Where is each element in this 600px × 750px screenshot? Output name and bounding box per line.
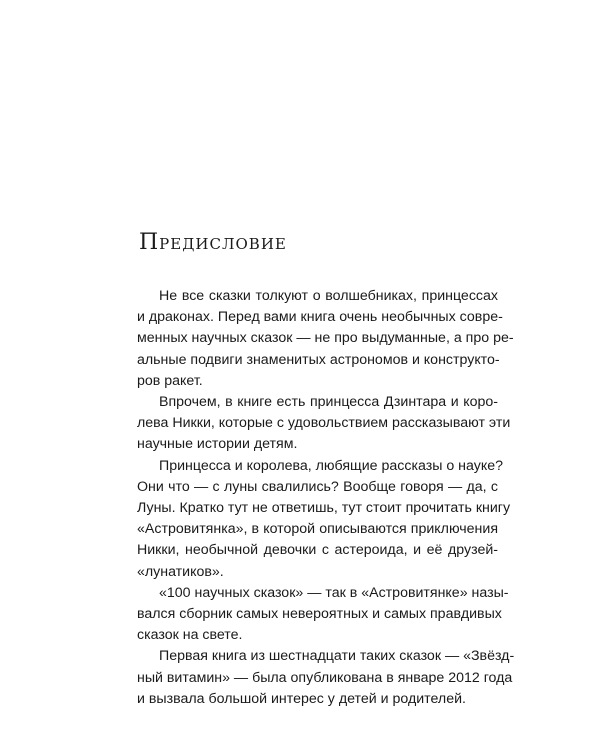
text-line: Первая книга из шестнадцати таких сказок — «Звёзд- bbox=[159, 648, 515, 665]
text-line: и вызвала большой интерес у детей и родителей. bbox=[137, 690, 466, 707]
text-line: «лунатиков». bbox=[137, 563, 224, 580]
text-line: и драконах. Перед вами книга очень необычных совре- bbox=[137, 309, 503, 326]
paragraph-3 bbox=[137, 456, 511, 583]
text-line: «Астровитянка», в которой описываются приключения bbox=[137, 521, 498, 538]
text-line: Впрочем, в книге есть принцесса Дзинтара и коро- bbox=[159, 394, 498, 411]
chapter-title: Предисловие bbox=[139, 230, 287, 255]
paragraph-5 bbox=[137, 646, 515, 710]
text-line: «100 научных сказок» — так в «Астровитянке» назы- bbox=[159, 584, 509, 601]
paragraph-1 bbox=[137, 286, 514, 392]
text-line: сказок на свете. bbox=[137, 627, 243, 644]
text-line: Не все сказки толкуют о волшебниках, принцессах bbox=[159, 288, 498, 304]
text-line: Они что — с луны свалились? Вообще говоря — да, с bbox=[137, 478, 498, 495]
paragraph-4 bbox=[137, 583, 509, 647]
text-line: научные истории детям. bbox=[137, 436, 298, 453]
text-line: лева Никки, которые с удовольствием рассказывают эти bbox=[137, 415, 511, 432]
paragraph-2 bbox=[137, 392, 511, 456]
text-line: ный витамин» — была опубликована в январе 2012 года bbox=[137, 669, 513, 686]
text-line: ров ракет. bbox=[137, 372, 203, 389]
text-line: Луны. Кратко тут не ответишь, тут стоит прочитать книгу bbox=[137, 500, 511, 517]
text-line: альные подвиги знаменитых астрономов и конструкто- bbox=[137, 351, 500, 368]
text-line: Принцесса и королева, любящие рассказы о науке? bbox=[159, 457, 503, 474]
text-line: Никки, необычной девочки с астероида, и её друзей- bbox=[137, 542, 498, 559]
text-line: менных научных сказок — не про выдуманные, а про ре- bbox=[137, 330, 514, 347]
text-block bbox=[137, 286, 515, 710]
text-line: вался сборник самых невероятных и самых правдивых bbox=[137, 606, 502, 623]
